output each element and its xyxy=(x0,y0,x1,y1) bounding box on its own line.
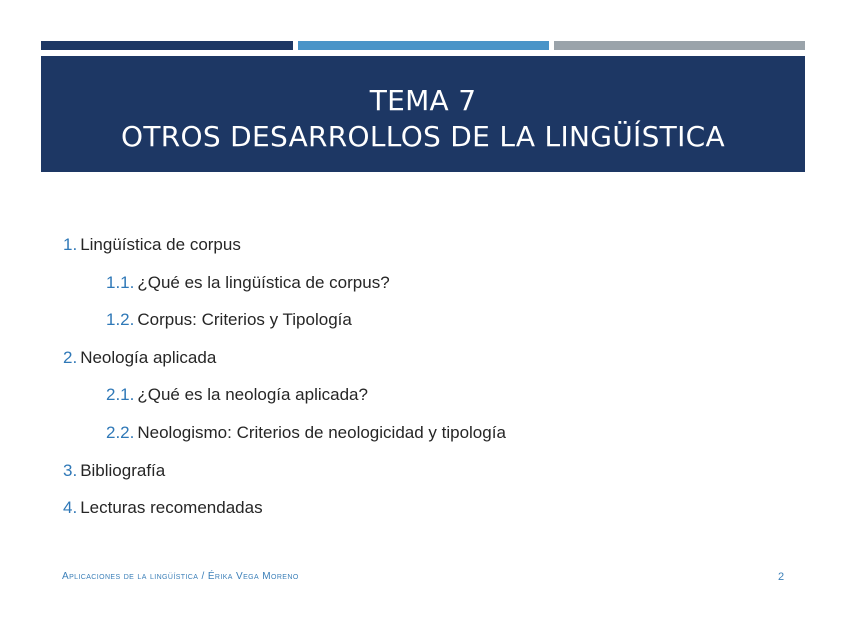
toc-number: 4. xyxy=(63,498,78,518)
toc-text: Lecturas recomendadas xyxy=(80,498,263,518)
toc-text: Bibliografía xyxy=(80,460,166,480)
toc-text: ¿Qué es la neología aplicada? xyxy=(137,385,368,405)
toc-text: Neología aplicada xyxy=(80,347,217,367)
toc-item-2-2 xyxy=(63,414,803,452)
toc-number: 2. xyxy=(63,347,78,367)
toc-item-4 xyxy=(63,489,803,527)
toc-number: 2.2. xyxy=(106,422,135,442)
title-banner xyxy=(41,56,805,172)
toc-item-3 xyxy=(63,452,803,490)
toc-number: 2.1. xyxy=(106,385,135,405)
slide-title-line-1: TEMA 7 xyxy=(369,84,477,117)
toc-item-1-1 xyxy=(63,264,803,302)
toc-text: Neologismo: Criterios de neologicidad y tipología xyxy=(137,422,506,442)
slide-title-line-2: OTROS DESARROLLOS DE LA LINGÜÍSTICA xyxy=(121,120,725,153)
toc-number: 1.2. xyxy=(106,310,135,330)
toc-number: 3. xyxy=(63,460,78,480)
table-of-contents xyxy=(63,226,803,527)
toc-text: Lingüística de corpus xyxy=(80,235,241,254)
accent-bar-navy xyxy=(41,41,293,50)
accent-bar-gray xyxy=(554,41,805,50)
toc-number: 1. xyxy=(63,235,78,254)
toc-text: ¿Qué es la lingüística de corpus? xyxy=(137,272,390,292)
footer-text: Aplicaciones de la lingüística / Érika Vega Moreno xyxy=(62,571,299,582)
toc-item-2-1 xyxy=(63,376,803,414)
toc-item-1-2 xyxy=(63,301,803,339)
page-number: 2 xyxy=(778,571,785,583)
toc-number: 1.1. xyxy=(106,272,135,292)
toc-item-2 xyxy=(63,339,803,377)
accent-bar-blue xyxy=(298,41,549,50)
toc-item-1 xyxy=(63,226,803,264)
toc-text: Corpus: Criterios y Tipología xyxy=(137,310,352,330)
